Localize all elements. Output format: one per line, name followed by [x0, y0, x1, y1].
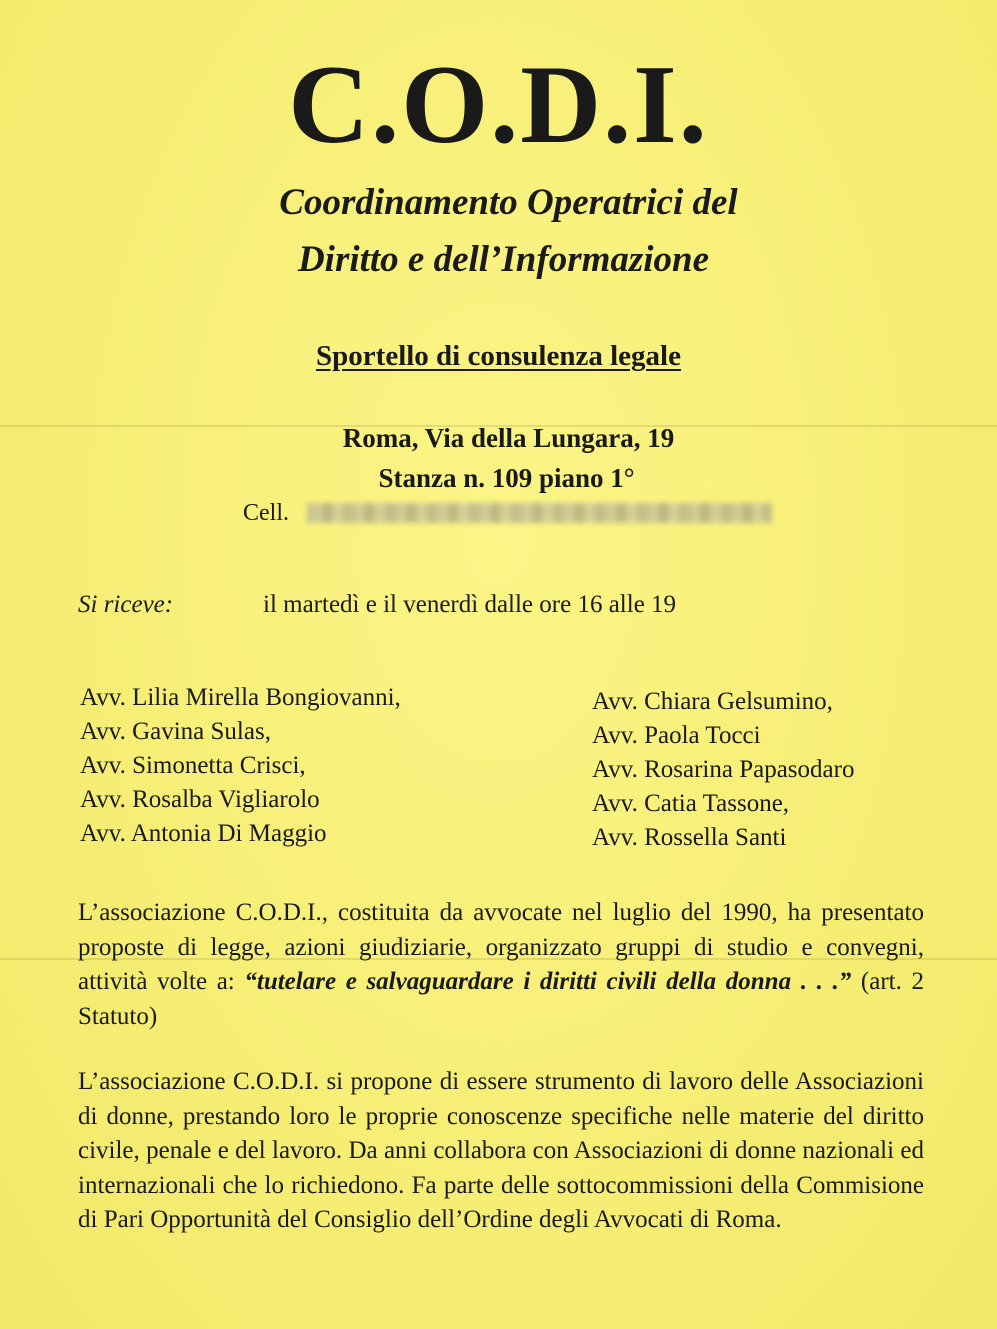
lawyer-name: Avv. Gavina Sulas, — [80, 718, 271, 745]
organization-title: C.O.D.I. — [288, 43, 709, 167]
hours-text: il martedì e il venerdì dalle ore 16 alle 19 — [263, 591, 677, 618]
lawyer-name: Avv. Rossella Santi — [592, 824, 787, 851]
organization-subtitle-line1: Coordinamento Operatrici del — [279, 182, 738, 223]
service-title-text: Sportello di consulenza legale — [316, 340, 681, 372]
lawyer-name: Avv. Simonetta Crisci, — [80, 752, 306, 779]
statute-quote: “tutelare e salvaguardare i diritti civili della donna . . .” — [244, 968, 852, 995]
phone-label: Cell. — [243, 499, 289, 526]
association-history-paragraph — [78, 896, 924, 1034]
lawyer-name: Avv. Lilia Mirella Bongiovanni, — [80, 684, 401, 711]
lawyers-list-right — [592, 685, 854, 855]
association-mission-paragraph: L’associazione C.O.D.I. si propone di essere strumento di lavoro delle Associazioni di donne, prestando loro le proprie conoscenze specifiche nelle materie del diritto civile, penale e del lavoro. Da anni collabora con Associazioni di donne nazionali ed internazionali che lo richiedono. Fa parte delle sottocommissioni della Commisione di Pari Opportunità del Consiglio dell’Ordine degli Avvocati di Roma. — [78, 1068, 924, 1233]
statute-reference: (art. 2 Statuto) — [78, 968, 924, 1030]
address-street: Roma, Via della Lungara, 19 — [342, 423, 675, 453]
lawyers-list-left — [80, 681, 401, 851]
redacted-phone-number — [307, 503, 772, 523]
lawyer-name: Avv. Rosalba Vigliarolo — [80, 786, 320, 813]
phone-row — [243, 496, 772, 530]
lawyer-name: Avv. Antonia Di Maggio — [80, 820, 327, 847]
lawyer-name: Avv. Paola Tocci — [592, 722, 761, 749]
address-room: Stanza n. 109 piano 1° — [378, 463, 635, 493]
lawyer-name: Avv. Rosarina Papasodaro — [592, 756, 855, 783]
lawyer-name: Avv. Catia Tassone, — [592, 790, 790, 817]
hours-label: Si riceve: — [78, 591, 174, 618]
organization-subtitle-line2: Diritto e dell’Informazione — [297, 239, 710, 280]
lawyer-name: Avv. Chiara Gelsumino, — [592, 688, 833, 715]
history-text: L’associazione C.O.D.I., costituita da avvocate nel luglio del 1990, ha presentato proposte di legge, azioni giudiziarie, organizzato gruppi di studio e convegni, attività volte a: — [78, 899, 924, 995]
service-title — [0, 336, 997, 376]
